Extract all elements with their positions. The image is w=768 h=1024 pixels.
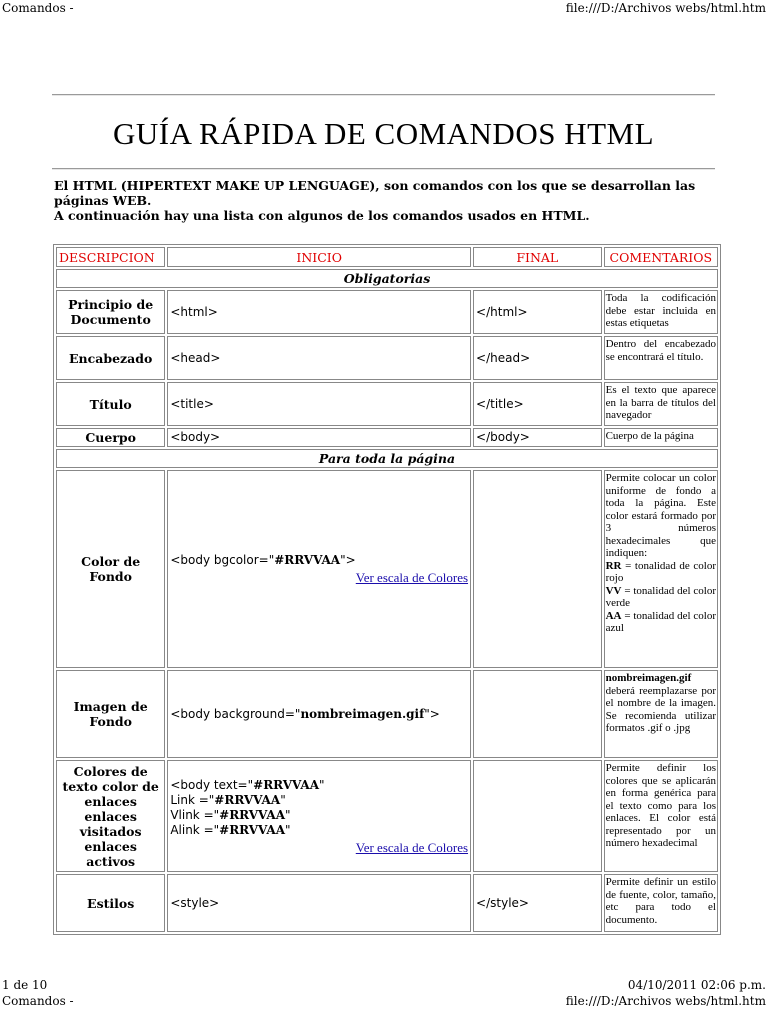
top-rule <box>52 94 715 96</box>
row-inicio: <html> <box>167 290 471 334</box>
row-inicio: <title> <box>167 382 471 426</box>
row-final: </head> <box>473 336 602 380</box>
code-line <box>170 793 468 808</box>
print-datetime: 04/10/2011 02:06 p.m. <box>627 978 766 992</box>
row-final: </style> <box>473 874 602 932</box>
row-final: </html> <box>473 290 602 334</box>
row-description: Colores de texto color de enlaces enlaces visitados enlaces activos <box>56 760 165 872</box>
page-header-title: Comandos - <box>2 1 74 15</box>
code-prefix: Link =" <box>170 792 215 807</box>
row-comment: Dentro del encabezado se encontrará el título. <box>604 336 718 380</box>
row-final: </title> <box>473 382 602 426</box>
table-row <box>56 428 718 447</box>
row-inicio <box>167 760 471 872</box>
row-inicio: <head> <box>167 336 471 380</box>
color-scale-link[interactable]: Ver escala de Colores <box>355 839 469 855</box>
section-row <box>56 269 718 288</box>
header-inicio: INICIO <box>167 247 471 267</box>
comment-rr-label: RR <box>605 559 622 572</box>
comment-filename: nombreimagen.gif <box>605 672 692 684</box>
row-description: Principio de Documento <box>56 290 165 334</box>
row-description: Cuerpo <box>56 428 165 447</box>
row-final: </body> <box>473 428 602 447</box>
color-scale-link[interactable]: Ver escala de Colores <box>355 570 469 585</box>
section-para-toda-la-pagina: Para toda la página <box>56 449 718 468</box>
page-header-url: file:///D:/Archivos webs/html.htm <box>565 1 766 15</box>
table-row <box>56 874 718 932</box>
code-prefix: Alink =" <box>170 822 220 837</box>
header-comentarios: COMENTARIOS <box>604 247 718 267</box>
intro-text <box>54 178 714 223</box>
row-inicio <box>167 670 471 758</box>
row-inicio: <style> <box>167 874 471 932</box>
row-description: Estilos <box>56 874 165 932</box>
row-comment: Permite definir los colores que se aplicarán en forma genérica para el texto como para los enlaces. El color está representado por un número hexadecimal <box>604 760 718 872</box>
code-prefix: <body background=" <box>170 706 301 721</box>
title-rule <box>52 168 715 170</box>
row-inicio: <body> <box>167 428 471 447</box>
table-row <box>56 760 718 872</box>
table-row <box>56 382 718 426</box>
row-description: Encabezado <box>56 336 165 380</box>
row-comment <box>604 670 718 758</box>
comment-text: deberá reemplazarse por el nombre de la imagen. Se recomienda utilizar formatos .gif o .jpg <box>605 684 716 734</box>
comment-vv-label: VV <box>605 584 622 597</box>
page-number: 1 de 10 <box>2 978 48 992</box>
intro-line-1: El HTML (HIPERTEXT MAKE UP LENGUAGE), son comandos con los que se desarrollan las páginas WEB. <box>54 178 696 208</box>
page-title: GUÍA RÁPIDA DE COMANDOS HTML <box>112 116 655 151</box>
table-header-row <box>56 247 718 267</box>
row-comment: Cuerpo de la página <box>604 428 718 447</box>
row-inicio <box>167 470 471 668</box>
commands-table <box>53 244 721 935</box>
row-final <box>473 670 602 758</box>
code-value: nombreimagen.gif <box>300 706 425 721</box>
row-final <box>473 760 602 872</box>
comment-aa: = tonalidad del color azul <box>605 609 716 634</box>
code-value: #RRVVAA <box>214 792 281 807</box>
row-description: Color de Fondo <box>56 470 165 668</box>
row-comment: Permite definir un estilo de fuente, color, tamaño, etc para todo el documento. <box>604 874 718 932</box>
code-value: #RRVVAA <box>253 777 320 792</box>
table-row <box>56 470 718 668</box>
code-suffix: " <box>285 822 291 837</box>
row-comment <box>604 470 718 668</box>
code-line <box>170 823 468 838</box>
comment-rr: = tonalidad de color rojo <box>605 559 716 584</box>
code-line <box>170 808 468 823</box>
code-suffix: "> <box>424 706 440 721</box>
comment-vv: = tonalidad del color verde <box>605 584 716 609</box>
section-obligatorias: Obligatorias <box>56 269 718 288</box>
code-value: #RRVVAA <box>219 807 286 822</box>
row-final <box>473 470 602 668</box>
page-footer-url: file:///D:/Archivos webs/html.htm <box>565 994 766 1008</box>
code-prefix: Vlink =" <box>170 807 220 822</box>
code-prefix: <body text=" <box>170 777 254 792</box>
code-suffix: " <box>285 807 291 822</box>
header-final: FINAL <box>473 247 602 267</box>
row-comment: Toda la codificación debe estar incluida en estas etiquetas <box>604 290 718 334</box>
code-suffix: " <box>280 792 286 807</box>
code-line <box>170 778 468 793</box>
row-description: Imagen de Fondo <box>56 670 165 758</box>
row-comment: Es el texto que aparece en la barra de títulos del navegador <box>604 382 718 426</box>
page-footer-title: Comandos - <box>2 994 74 1008</box>
code-prefix: <body bgcolor=" <box>170 553 275 567</box>
code-value: #RRVVAA <box>274 553 341 567</box>
section-row <box>56 449 718 468</box>
code-suffix: " <box>319 777 325 792</box>
row-description: Título <box>56 382 165 426</box>
table-row <box>56 290 718 334</box>
comment-intro: Permite colocar un color uniforme de fondo a toda la página. Este color estará formado por 3 números hexadecimales que indiquen: <box>605 472 716 559</box>
code-suffix: "> <box>340 553 356 567</box>
header-descripcion: DESCRIPCION <box>56 247 165 267</box>
comment-aa-label: AA <box>605 609 622 622</box>
table-row <box>56 336 718 380</box>
intro-line-2: A continuación hay una lista con algunos de los comandos usados en HTML. <box>54 208 590 223</box>
table-row <box>56 670 718 758</box>
code-value: #RRVVAA <box>219 822 286 837</box>
